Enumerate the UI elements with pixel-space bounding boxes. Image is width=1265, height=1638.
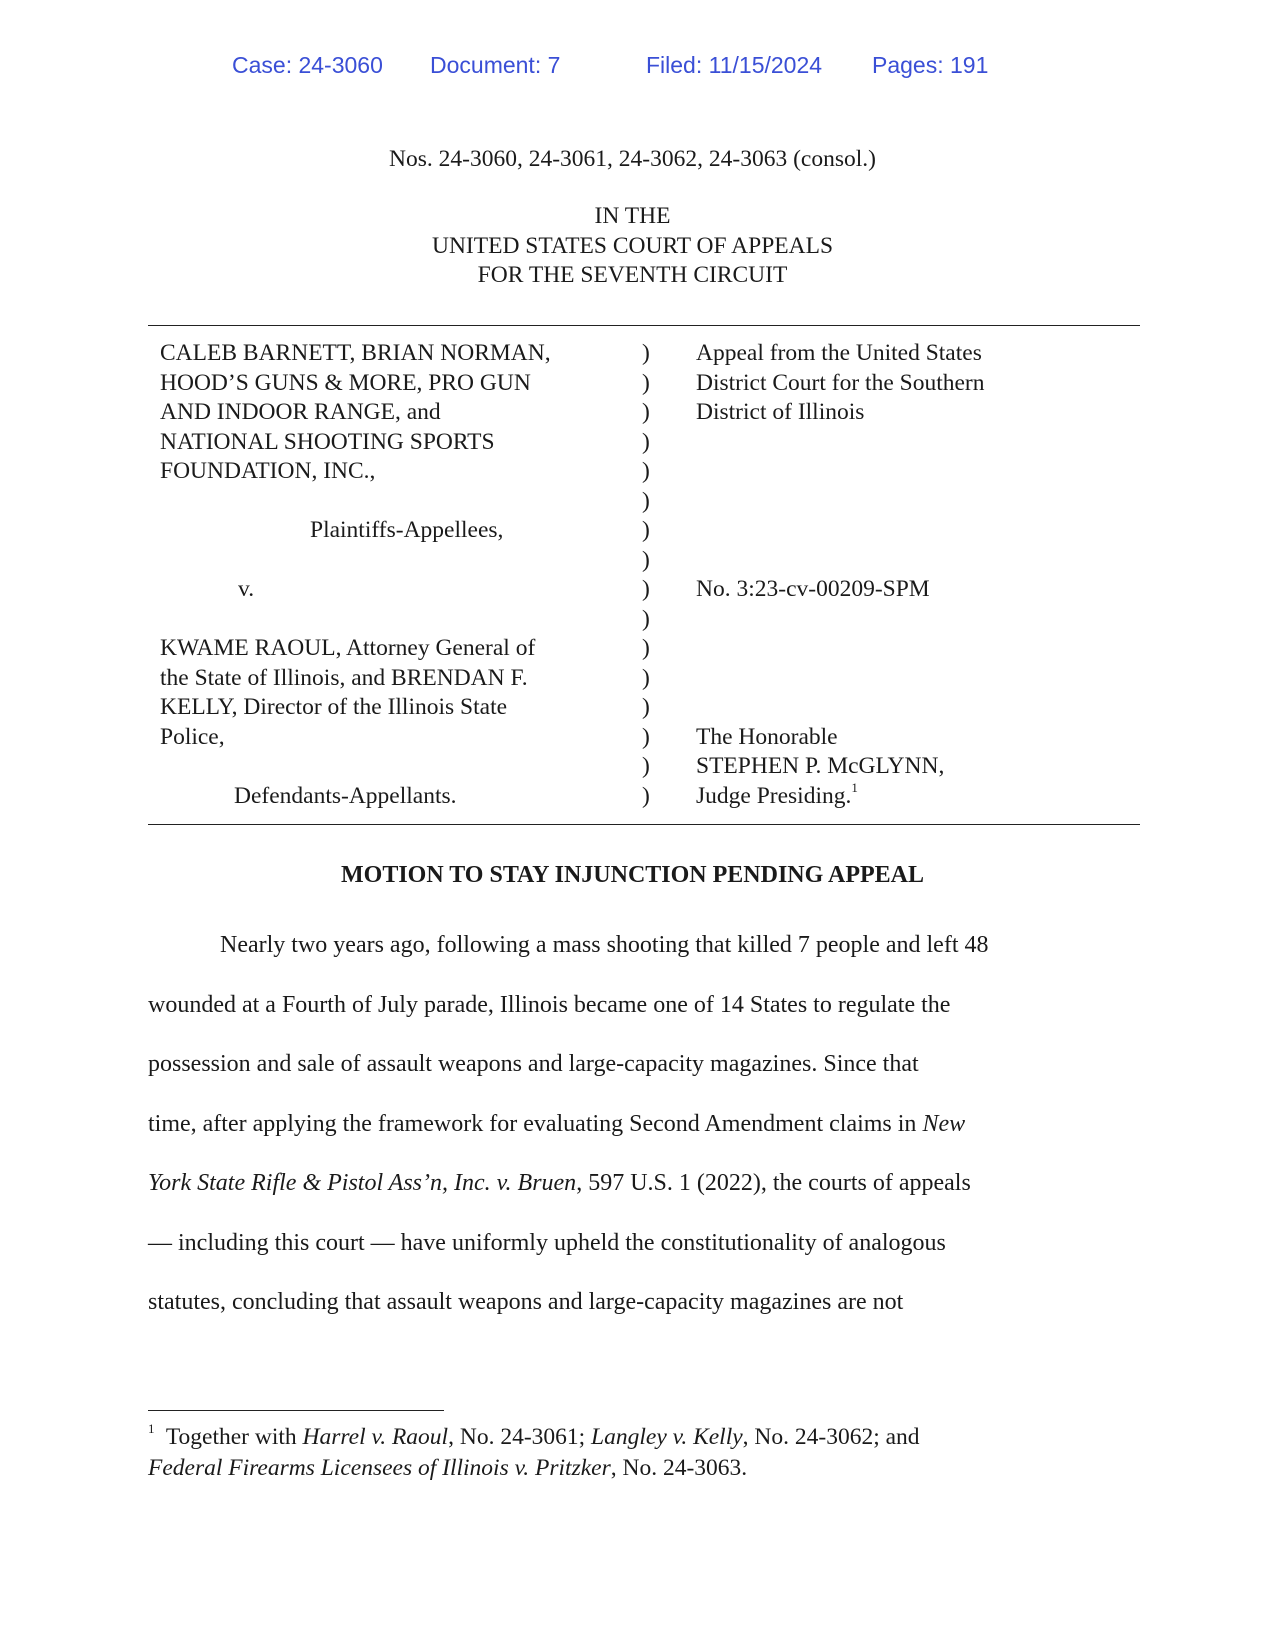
page-count: Pages: 191 <box>872 52 989 78</box>
case-name-italic: Federal Firearms Licensees of Illinois v. Pritzker <box>148 1455 611 1481</box>
footnote-text: , No. 24-3063. <box>610 1455 748 1481</box>
paren: ) <box>642 635 650 661</box>
footnote-marker: 1 <box>148 1421 155 1436</box>
paren: ) <box>642 723 650 750</box>
paren-column <box>642 339 662 811</box>
paren: ) <box>642 340 650 366</box>
plaintiffs-role: Plaintiffs-Appellees, <box>310 517 504 543</box>
paren: ) <box>642 428 650 455</box>
judge-line: Judge Presiding. <box>696 782 852 809</box>
footnote-text: , No. 24-3062; and <box>742 1424 920 1450</box>
judge-line: The Honorable <box>696 723 838 750</box>
defendant-line: the State of Illinois, and BRENDAN F. <box>160 664 528 691</box>
paren: ) <box>642 399 650 425</box>
footnote-text: Together with <box>165 1424 303 1450</box>
case-name-italic: New <box>922 1110 966 1137</box>
body-line: statutes, concluding that assault weapons and large-capacity magazines are not <box>148 1289 904 1315</box>
body-line: — including this court — have uniformly upheld the constitutionality of analogous <box>148 1229 946 1256</box>
paren: ) <box>642 576 650 602</box>
plaintiff-line: HOOD’S GUNS & MORE, PRO GUN <box>160 369 531 396</box>
appeal-line: District of Illinois <box>696 399 865 425</box>
paren: ) <box>642 517 650 543</box>
motion-title: MOTION TO STAY INJUNCTION PENDING APPEAL <box>341 862 924 888</box>
paren: ) <box>642 369 650 396</box>
judge-line: STEPHEN P. McGLYNN, <box>696 753 945 779</box>
court-line: FOR THE SEVENTH CIRCUIT <box>477 262 788 288</box>
versus: v. <box>238 576 255 602</box>
defendant-line: Police, <box>160 723 225 750</box>
filing-header <box>0 52 1265 84</box>
defendant-line: KELLY, Director of the Illinois State <box>160 694 508 720</box>
case-name-italic: York State Rifle & Pistol Ass’n, Inc. v. Bruen <box>148 1170 577 1196</box>
plaintiff-line: AND INDOOR RANGE, and <box>160 399 441 425</box>
case-caption <box>148 325 1140 825</box>
court-info-column <box>696 339 1136 811</box>
paren: ) <box>642 458 650 484</box>
footnote-reference: 1 <box>851 779 858 795</box>
footnote-text: , No. 24-3061; <box>448 1424 592 1450</box>
body-line: Nearly two years ago, following a mass shooting that killed 7 people and left 48 <box>220 932 989 958</box>
paren: ) <box>642 694 650 720</box>
paren: ) <box>642 782 650 809</box>
paren: ) <box>642 753 650 779</box>
defendant-line: KWAME RAOUL, Attorney General of <box>160 635 536 661</box>
appeal-line: District Court for the Southern <box>696 369 985 396</box>
body-line: wounded at a Fourth of July parade, Illinois became one of 14 States to regulate the <box>148 991 951 1018</box>
case-number: Case: 24-3060 <box>232 52 383 78</box>
paren: ) <box>642 487 650 514</box>
plaintiff-line: FOUNDATION, INC., <box>160 458 376 484</box>
court-line: UNITED STATES COURT OF APPEALS <box>431 232 834 259</box>
case-name-italic: Harrel v. Raoul <box>302 1424 449 1450</box>
appeal-line: Appeal from the United States <box>696 340 982 366</box>
body-line: possession and sale of assault weapons and large-capacity magazines. Since that <box>148 1051 919 1077</box>
body-text: , 597 U.S. 1 (2022), the courts of appeals <box>576 1170 971 1196</box>
plaintiff-line: CALEB BARNETT, BRIAN NORMAN, <box>160 340 551 366</box>
court-heading <box>0 202 1265 291</box>
footnote-rule <box>148 1410 444 1411</box>
district-case-number: No. 3:23-cv-00209-SPM <box>696 576 930 602</box>
motion-body <box>148 916 1118 1333</box>
body-text: time, after applying the framework for evaluating Second Amendment claims in <box>148 1110 923 1137</box>
paren: ) <box>642 664 650 691</box>
parties-column <box>160 339 630 811</box>
document-number: Document: 7 <box>430 52 561 78</box>
defendants-role: Defendants-Appellants. <box>234 782 457 809</box>
caption-bottom-rule <box>148 824 1140 825</box>
paren: ) <box>642 605 650 632</box>
docket-numbers: Nos. 24-3060, 24-3061, 24-3062, 24-3063 (consol.) <box>389 146 876 172</box>
filed-date: Filed: 11/15/2024 <box>646 52 823 78</box>
case-name-italic: Langley v. Kelly <box>591 1424 743 1450</box>
court-line: IN THE <box>594 203 671 229</box>
body-line <box>148 1154 1118 1214</box>
footnote <box>148 1422 1138 1484</box>
plaintiff-line: NATIONAL SHOOTING SPORTS <box>160 428 495 455</box>
paren: ) <box>642 546 650 573</box>
body-line <box>148 1095 1118 1155</box>
